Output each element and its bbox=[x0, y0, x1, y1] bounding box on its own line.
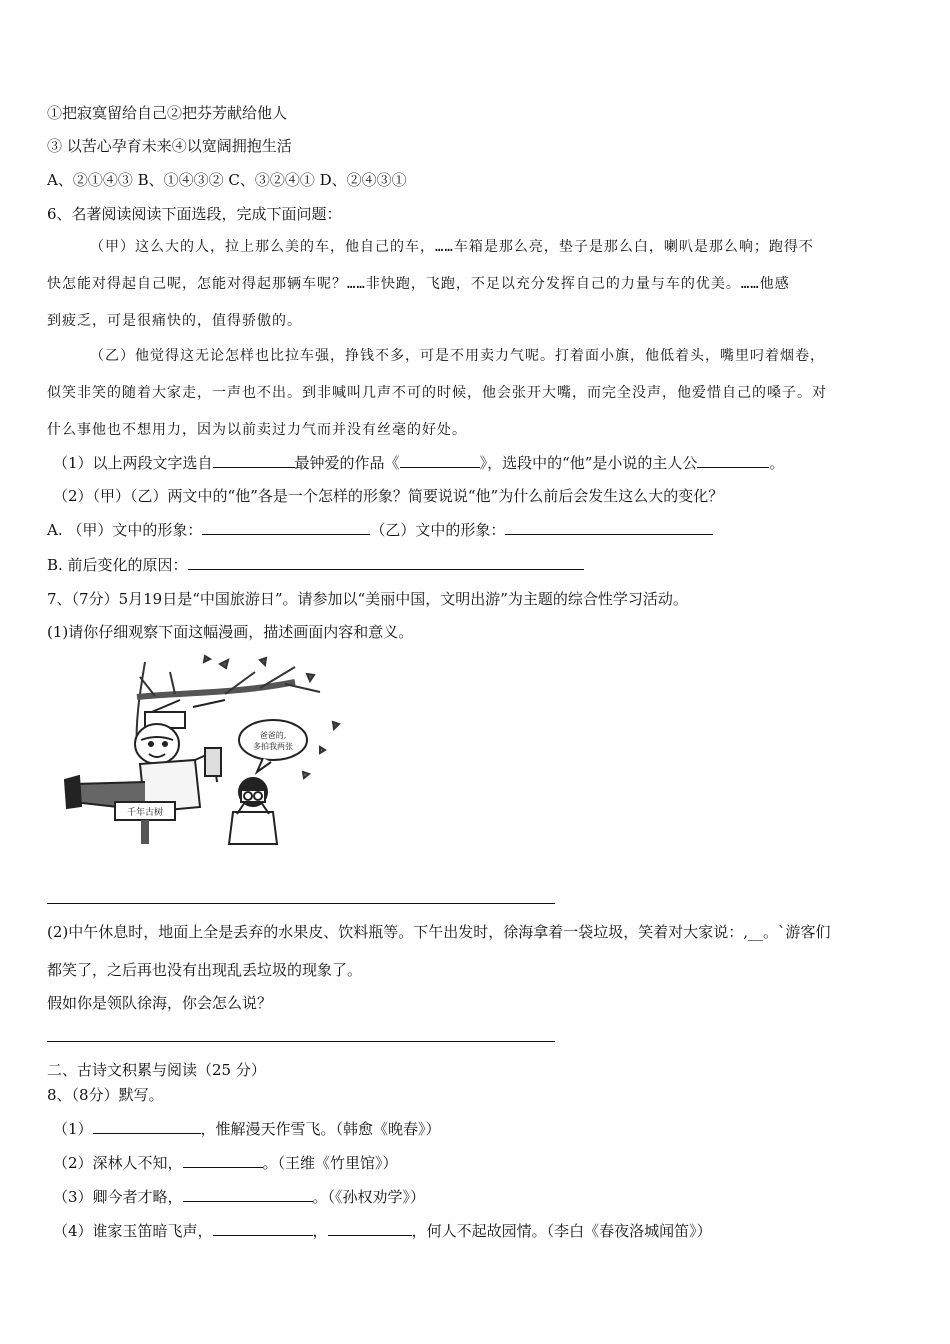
q8-line2-label: （2）深林人不知， bbox=[53, 1154, 183, 1172]
q8-title: 8、（8分）默写。 bbox=[47, 1086, 164, 1104]
q7-sub2-line2: 都笑了，之后再也没有出现乱丢垃圾的现象了。 bbox=[47, 961, 363, 979]
q6-sub1-text-b: 最钟爱的作品《 bbox=[294, 454, 400, 472]
svg-text:千年古树: 千年古树 bbox=[126, 808, 164, 818]
q6-yi-image-label: （乙）文中的形象： bbox=[370, 521, 506, 539]
book-title-blank[interactable] bbox=[400, 453, 480, 468]
q6-jia-line2: 快怎能对得起自己呢，怎能对得起那辆车呢？……非快跑，飞跑，不足以充分发挥自己的力量与车的优美。……他感 bbox=[47, 276, 790, 292]
q6-jia-image-label: A. （甲）文中的形象： bbox=[47, 521, 203, 539]
q8-blank2[interactable] bbox=[183, 1153, 263, 1168]
q5-options-line1: ①把寂寞留给自己②把芬芳献给他人 bbox=[47, 104, 288, 122]
svg-text:爸爸的,: 爸爸的, bbox=[259, 731, 287, 740]
q5-options-line2: ③ 以苦心孕育未来④以宽阔拥抱生活 bbox=[47, 137, 292, 155]
q8-line3 bbox=[53, 1187, 425, 1207]
speech-bubble-icon bbox=[239, 720, 307, 772]
q7-answer2-line[interactable] bbox=[47, 1041, 555, 1042]
q7-sub2-line3: 假如你是领队徐海，你会怎么说？ bbox=[47, 994, 273, 1012]
comic-illustration bbox=[45, 652, 345, 848]
q6-answer-b bbox=[47, 555, 584, 575]
q8-line3-source: 。（《孙权劝学》） bbox=[312, 1188, 426, 1206]
photographer-icon bbox=[229, 778, 277, 844]
svg-text:多拍我两张: 多拍我两张 bbox=[253, 742, 293, 751]
q6-reason-label: B. 前后变化的原因： bbox=[47, 556, 188, 574]
author-blank[interactable] bbox=[213, 453, 295, 468]
q6-yi-line3: 什么事他也不想用力，因为以前卖过力气而并没有丝毫的好处。 bbox=[47, 422, 467, 438]
q7-answer1-line[interactable] bbox=[47, 903, 555, 904]
q8-blank4b[interactable] bbox=[328, 1221, 412, 1236]
signpost-icon bbox=[115, 802, 175, 844]
q7-sub1: (1)请你仔细观察下面这幅漫画，描述画面内容和意义。 bbox=[47, 623, 414, 641]
q8-line1 bbox=[53, 1119, 441, 1139]
q8-line2-source: 。（王维《竹里馆》） bbox=[262, 1154, 398, 1172]
q6-title: 6、名著阅读阅读下面选段，完成下面问题： bbox=[47, 205, 342, 223]
q8-blank4a[interactable] bbox=[213, 1221, 313, 1236]
q8-line3-label: （3）卿今者才略， bbox=[53, 1188, 183, 1206]
q6-sub1 bbox=[53, 453, 784, 473]
q8-blank1[interactable] bbox=[93, 1119, 201, 1134]
reason-blank[interactable] bbox=[188, 555, 584, 570]
protagonist-blank[interactable] bbox=[697, 453, 769, 468]
q8-line4 bbox=[53, 1221, 712, 1241]
q8-line4-source: ，何人不起故园情。（李白《春夜洛城闻笛》） bbox=[411, 1222, 712, 1240]
yi-image-blank[interactable] bbox=[505, 520, 713, 535]
q6-jia-line3: 到疲乏，可是很痛快的，值得骄傲的。 bbox=[47, 313, 302, 329]
q8-line2 bbox=[53, 1153, 398, 1173]
q5-choices: A、②①④③ B、①④③② C、③②④① D、②④③① bbox=[47, 171, 407, 189]
q7-title: 7、（7分）5月19日是“中国旅游日”。请参加以“美丽中国，文明出游”为主题的综合性学习活动。 bbox=[47, 590, 688, 608]
q8-line4-label: （4）谁家玉笛暗飞声， bbox=[53, 1222, 213, 1240]
q6-sub1-text-c: 》，选段中的“他”是小说的主人公 bbox=[479, 454, 698, 472]
q6-jia-line1: （甲）这么大的人，拉上那么美的车，他自己的车，……车箱是那么亮，垫子是那么白，喇叭是那么响；跑得不 bbox=[90, 239, 814, 255]
q8-line1-label: （1） bbox=[53, 1120, 93, 1138]
jia-image-blank[interactable] bbox=[202, 520, 370, 535]
q7-sub2-line1: (2)中午休息时，地面上全是丢弃的水果皮、饮料瓶等。下午出发时，徐海拿着一袋垃圾，笑着对大家说：,__。`游客们 bbox=[47, 923, 831, 941]
section2-title: 二、古诗文积累与阅读（25 分） bbox=[47, 1061, 266, 1079]
q6-sub1-text-a: （1）以上两段文字选自 bbox=[53, 454, 213, 472]
q8-line4-comma: ， bbox=[312, 1222, 328, 1240]
q6-sub2: （2）（甲）（乙）两文中的“他”各是一个怎样的形象？简要说说“他”为什么前后会发生这么大的变化？ bbox=[53, 487, 724, 505]
q6-sub1-text-d: 。 bbox=[769, 454, 785, 472]
q6-answer-a bbox=[47, 520, 713, 540]
q8-line1-source: ，惟解漫天作雪飞。（韩愈《晚春》） bbox=[200, 1120, 441, 1138]
q6-yi-line1: （乙）他觉得这无论怎样也比拉车强，挣钱不多，可是不用卖力气呢。打着面小旗，他低着头，嘴里叼着烟卷， bbox=[90, 348, 825, 364]
q6-yi-line2: 似笑非笑的随着大家走，一声也不出。到非喊叫几声不可的时候，他会张开大嘴，而完全没声，他爱惜自己的嗓子。对 bbox=[47, 385, 827, 401]
q8-blank3[interactable] bbox=[183, 1187, 313, 1202]
climbing-boy-icon bbox=[65, 700, 225, 812]
